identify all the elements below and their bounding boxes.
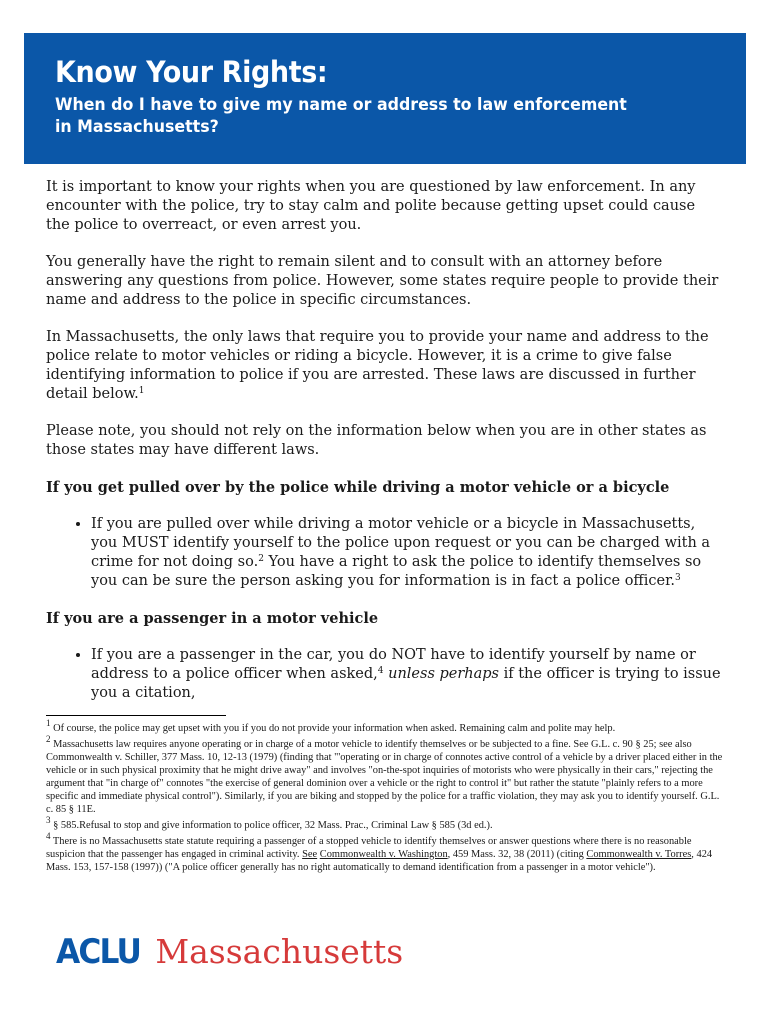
footnote-text: § 585.Refusal to stop and give information to police officer, 32 Mass. Prac., Criminal Law § 585 (3d ed.). (50, 820, 493, 831)
page-subtitle (55, 94, 698, 138)
footnote-ref-3[interactable]: 3 (675, 573, 681, 583)
footnote-ref-1[interactable]: 1 (138, 386, 145, 396)
paragraph-text: In Massachusetts, the only laws that require you to provide your name and address to the police relate to motor vehicles or riding a bicycle. However, it is a crime to give false identifying information to police if you are arrested. These laws are discussed in further detail below. (46, 329, 709, 402)
aclu-wordmark: ACLU (56, 932, 141, 972)
subtitle-line-1: When do I have to give my name or address to law enforcement (55, 95, 627, 115)
list-item-text: if the officer is trying to issue you a citation, (91, 666, 721, 701)
subtitle-line-2: in Massachusetts? (55, 117, 219, 137)
citation-torres: Commonwealth v. Torres (586, 849, 692, 860)
footnote-number: 1 (46, 718, 51, 728)
footnote-text: There is no Massachusetts state statute requiring a passenger of a stopped vehicle to identify themselves or answer questions where there is no reasonable suspicion that the passenger has engaged in criminal activity. (46, 836, 692, 860)
list-driving (46, 515, 722, 591)
list-item-text: If you are pulled over while driving a motor vehicle or a bicycle in Massachusetts, you MUST identify yourself to the police upon request or you can be charged with a crime for not doing so. (91, 516, 711, 570)
footnote-number: 3 (46, 815, 51, 825)
heading-passenger: If you are a passenger in a motor vehicle (46, 610, 379, 627)
heading-driving: If you get pulled over by the police while driving a motor vehicle or a bicycle (46, 479, 670, 496)
list-item-text: If you are a passenger in the car, you do NOT have to identify yourself by name or address to a police officer when asked, (91, 647, 696, 682)
paragraph-other-states: Please note, you should not rely on the information below when you are in other states as those states may have different laws. (46, 423, 707, 458)
footnote-text: , 424 Mass. 153, 157-158 (1997)) ("A police officer generally has no right automatically to demand identification from a passenger in a motor vehicle"). (46, 849, 713, 873)
footnote-4 (46, 831, 726, 874)
footnotes (46, 718, 726, 877)
footnote-ref-4[interactable]: 4 (377, 666, 384, 676)
page-title: Know Your Rights: (55, 55, 328, 89)
aclu-massachusetts-logo (56, 932, 403, 972)
footnote-text: Of course, the police may get upset with you if you do not provide your information when asked. Remaining calm and polite may help. (50, 723, 616, 734)
header-banner (24, 33, 746, 164)
footnote-2 (46, 734, 726, 816)
footnote-1 (46, 718, 726, 735)
footnote-number: 4 (46, 831, 51, 841)
paragraph-massachusetts-laws (46, 328, 722, 404)
emphasis-text: unless perhaps (388, 666, 499, 682)
footnote-separator (46, 715, 226, 716)
list-item-text: You have a right to ask the police to identify themselves so you can be sure the person asking you for information is in fact a police officer. (91, 554, 702, 589)
paragraph-intro: It is important to know your rights when you are questioned by law enforcement. In any encounter with the police, try to stay calm and polite because getting upset could cause the police to overreact, or even arrest you. (46, 179, 696, 233)
main-body (46, 178, 722, 721)
footnote-text: , 459 Mass. 32, 38 (2011) (citing (447, 849, 587, 860)
list-item (91, 515, 722, 591)
citation-washington: Commonwealth v. Washington (319, 849, 448, 860)
footnote-text: Massachusetts law requires anyone operating or in charge of a motor vehicle to identify themselves or be subjected to a fine. See G.L. c. 90 § 25; see also Commonwealth v. Schiller, 377 Mass. 10, 12-13 (1979) (finding that "'operating or in charge of connotes active control of a vehicle by a driver placed either in the vehicle or in such physical proximity that he might drive away" and involves "on-the-spot inquiries of motorists who were physically in their cars," rejecting the argument that "in charge of" connotes "the exercise of general dominion over a vehicle or the right to control it" but rather the statute "plainly refers to a more specific and immediate physical control"). Similarly, if you are biking and stopped by the police for a traffic violation, they may ask you to identify yourself. G.L. c. 85 § 11E. (46, 739, 723, 815)
list-item (91, 646, 722, 703)
footnote-3 (46, 815, 726, 832)
paragraph-right-to-silence: You generally have the right to remain silent and to consult with an attorney before answering any questions from police. However, some states require people to provide their name and address to the police in specific circumstances. (46, 254, 719, 308)
citation-see: See (302, 849, 318, 860)
state-wordmark: Massachusetts (155, 932, 404, 971)
footnote-number: 2 (46, 734, 51, 744)
footnote-ref-2[interactable]: 2 (258, 554, 264, 564)
list-passenger (46, 646, 722, 703)
